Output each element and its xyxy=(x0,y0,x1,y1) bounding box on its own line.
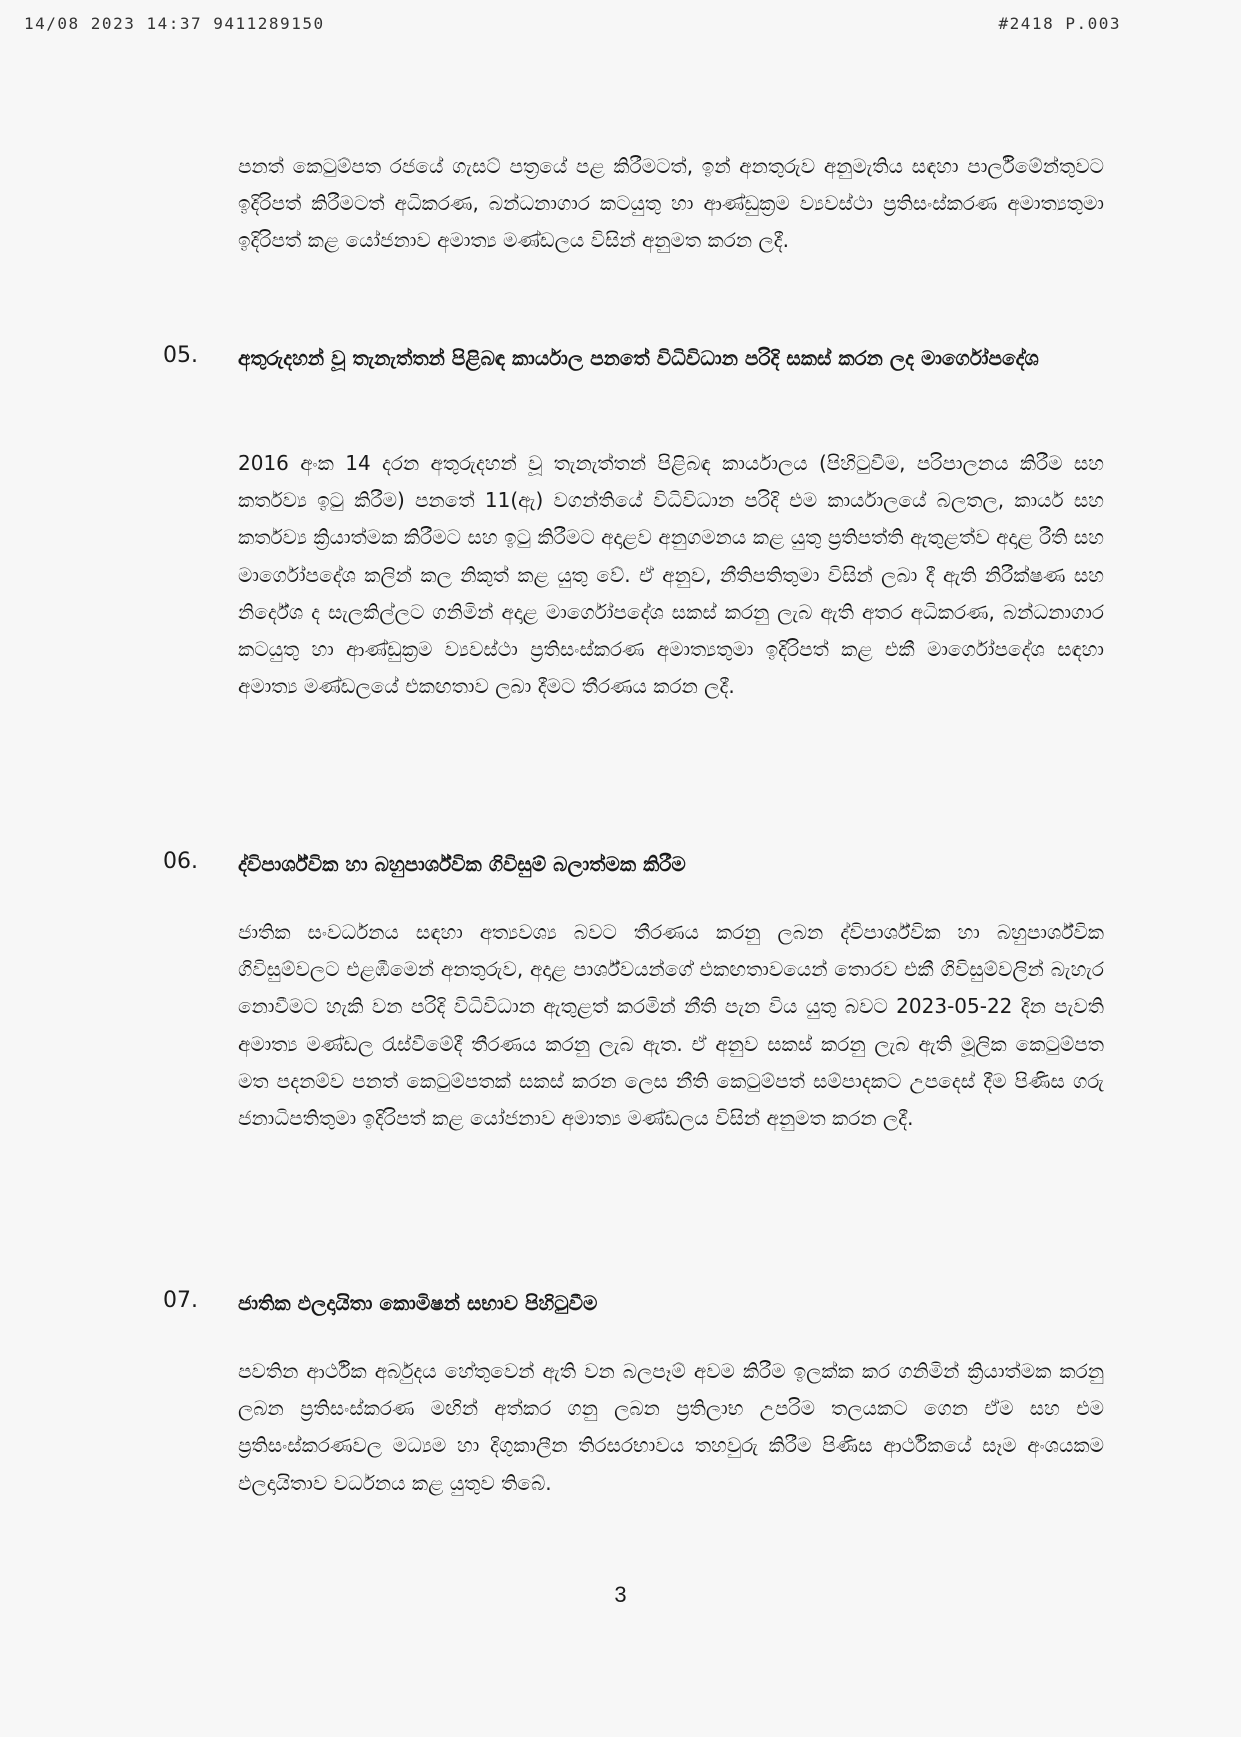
fax-header-left: 14/08 2023 14:37 9411289150 xyxy=(24,14,325,33)
section-body: පවතින ආර්ථික අර්බුදය හේතුවෙන් ඇති වන බලපෑම් අවම කිරීම ඉලක්ක කර ගනිමින් ක්‍රියාත්මක කරනු ලබන ප්‍රතිසංස්කරණ මඟින් අත්කර ගනු ලබන ප්‍රතිලාභ උපරිම තලයකට ගෙන ඒම සහ එම ප්‍රතිසංස්කරණවල මධ්‍යම හා දිගුකාලීන තිරසරභාවය තහවුරු කිරීම පිණිස ආර්ථිකයේ සෑම අංශයකම ඵලදායිතාව වර්ධනය කළ යුතුව තිබේ. xyxy=(238,1359,1104,1495)
section-body: 2016 අංක 14 දරන අතුරුදහන් වූ තැනැත්තන් පිළිබඳ කාර්යාලය (පිහිටුවීම, පරිපාලනය කිරීම සහ කර්තව්‍ය ඉටු කිරීම) පනතේ 11(ඇ) වගන්තියේ විධිවිධාන පරිදි එම කාර්යාලයේ බලතල, කාර්ය සහ කර්තව්‍ය ක්‍රියාත්මක කිරීමට සහ ඉටු කිරීමට අදාළව අනුගමනය කළ යුතු ප්‍රතිපත්ති ඇතුළත්ව අදාළ රීති සහ මාර්ගෝපදේශ කලින් කල නිකුත් කළ යුතු වේ. ඒ අනුව, නීතිපතිතුමා විසින් ලබා දී ඇති නිරීක්ෂණ සහ නිර්දේශ ද සැලකිල්ලට ගනිමින් අදාළ මාර්ගෝපදේශ සකස් කරනු ලැබ ඇති අතර අධිකරණ, බන්ධනාගාර කටයුතු හා ආණ්ඩුක්‍රම ව්‍යවස්ථා ප්‍රතිසංස්කරණ අමාත්‍යතුමා ඉදිරිපත් කළ එකී මාර්ගෝපදේශ සඳහා අමාත්‍ය මණ්ඩලයේ එකඟතාව ලබා දීමට තීරණය කරන ලදී. xyxy=(238,451,1104,699)
section-body: ජාතික සංවර්ධනය සඳහා අත්‍යවශ්‍ය බවට තීරණය කරනු ලබන ද්විපාර්ශ්වික හා බහුපාර්ශ්වික ගිවිසුම්වලට එළඹීමෙන් අනතුරුව, අදාළ පාර්ශ්වයන්ගේ එකඟතාවයෙන් තොරව එකී ගිවිසුම්වලින් බැහැර නොවීමට හැකි වන පරිදි විධිවිධාන ඇතුළත් කරමින් නීති පැන විය යුතු බවට 2023-05-22 දින පැවති අමාත්‍ය මණ්ඩල රැස්වීමේදී තීරණය කරනු ලැබ ඇත. ඒ අනුව සකස් කරනු ලැබ ඇති මූලික කෙටුම්පත මත පදනම්ව පනත් කෙටුම්පතක් සකස් කරන ලෙස නීති කෙටුම්පත් සම්පාදකට උපදෙස් දීම පිණිස ගරු ජනාධිපතිතුමා ඉදිරිපත් කළ යෝජනාව අමාත්‍ය මණ්ඩලය විසින් අනුමත කරන ලදී. xyxy=(238,920,1104,1131)
section-number: 07. xyxy=(163,1288,198,1313)
section-title: ද්විපාර්ශ්වික හා බහුපාර්ශ්වික ගිවිසුම් බලාත්මක කිරීම xyxy=(238,852,686,876)
fax-header-right: #2418 P.003 xyxy=(998,14,1121,33)
section-number: 05. xyxy=(163,343,198,368)
section-number: 06. xyxy=(163,849,198,874)
page-number: 3 xyxy=(614,1582,627,1607)
intro-paragraph: පනත් කෙටුම්පත රජයේ ගැසට් පත්‍රයේ පළ කිරීමටත්, ඉන් අනතුරුව අනුමැතිය සඳහා පාර්ලිමේන්තුවට ඉදිරිපත් කිරීමටත් අධිකරණ, බන්ධනාගාර කටයුතු හා ආණ්ඩුක්‍රම ව්‍යවස්ථා ප්‍රතිසංස්කරණ අමාත්‍යතුමා ඉදිරිපත් කළ යෝජනාව අමාත්‍ය මණ්ඩලය විසින් අනුමත කරන ලදී. xyxy=(238,154,1104,253)
section-title: අතුරුදහන් වූ තැනැත්තන් පිළිබඳ කාර්යාල පනතේ විධිවිධාන පරිදි සකස් කරන ලද මාර්ගෝපදේශ xyxy=(238,346,1039,370)
section-title: ජාතික ඵලදායිතා කොමිෂන් සභාව පිහිටුවීම xyxy=(238,1291,598,1315)
